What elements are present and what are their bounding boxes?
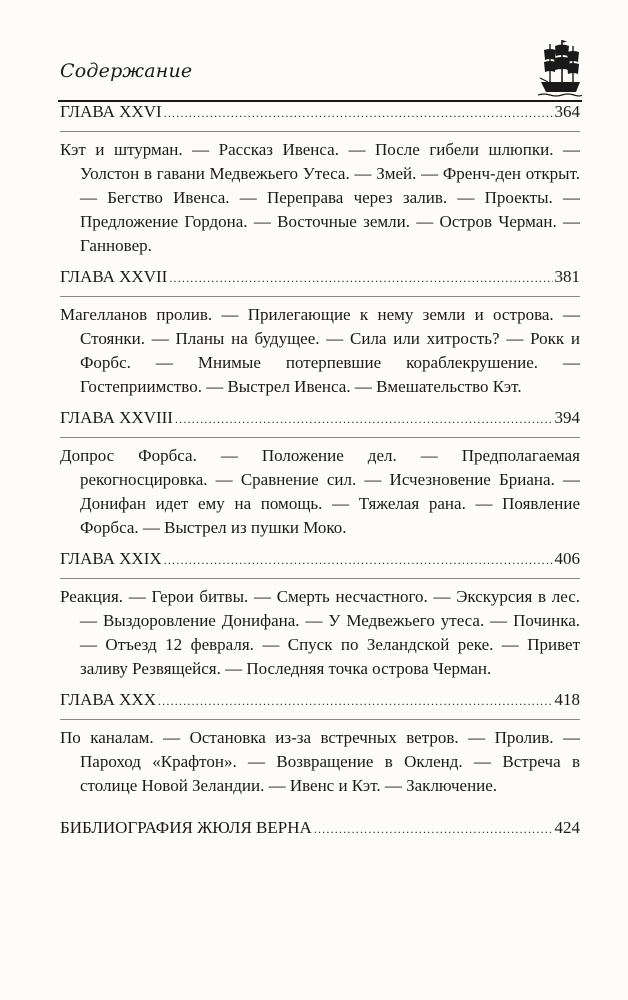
page-number: 424 (554, 818, 580, 837)
toc-entry (60, 688, 580, 713)
dot-leader (164, 548, 553, 572)
toc-entry (60, 547, 580, 572)
dot-leader (169, 266, 552, 290)
page-number: 381 (554, 267, 580, 286)
dot-leader (164, 101, 553, 125)
toc-chapter (60, 688, 580, 798)
chapter-summary: Допрос Форбса. — Положение дел. — Предполагаемая рекогносцировка. — Сравнение сил. — Исчезновение Бриана. — Донифан идет ему на помощь. — Тяжелая рана. — Появление Форбса. — Выстрел из пушки Моко. (60, 446, 580, 537)
divider (60, 719, 580, 720)
dot-leader (158, 689, 553, 713)
bibliography-entry (60, 816, 580, 841)
divider (60, 131, 580, 132)
page-title: Содержание (60, 60, 193, 82)
toc-entry (60, 265, 580, 290)
page-number: 406 (554, 549, 580, 568)
divider (60, 296, 580, 297)
ship-icon (538, 38, 582, 100)
page-number: 364 (554, 102, 580, 121)
chapter-title: ГЛАВА XXVI (60, 102, 162, 121)
toc-chapter (60, 100, 580, 258)
dot-leader (314, 817, 553, 841)
page-number: 394 (554, 408, 580, 427)
toc-entry (60, 406, 580, 431)
chapter-title: ГЛАВА XXIX (60, 549, 162, 568)
toc-entry (60, 100, 580, 125)
divider (60, 578, 580, 579)
toc-chapter (60, 265, 580, 399)
chapter-summary: Кэт и штурман. — Рассказ Ивенса. — После гибели шлюпки. — Уолстон в гавани Медвежьего Утеса. — Змей. — Френч-ден открыт. — Бегство Ивенса. — Переправа через залив. — Проекты. — Предложение Гордона. — Восточные земли. — Остров Черман. — Ганновер. (60, 140, 580, 255)
chapter-summary: Реакция. — Герои битвы. — Смерть несчастного. — Экскурсия в лес. — Выздоровление Донифана. — У Медвежьего утеса. — Починка. — Отъезд 12 февраля. — Спуск по Зеландской реке. — Привет заливу Резвящейся. — Последняя точка острова Черман. (60, 587, 580, 678)
chapter-title: ГЛАВА XXX (60, 690, 156, 709)
divider (60, 437, 580, 438)
toc-chapter (60, 547, 580, 681)
chapter-title: ГЛАВА XXVII (60, 267, 168, 286)
toc-chapter (60, 406, 580, 540)
toc (60, 100, 580, 841)
page-header (58, 38, 582, 104)
chapter-title: ГЛАВА XXVIII (60, 408, 173, 427)
chapter-summary: По каналам. — Остановка из-за встречных ветров. — Пролив. — Пароход «Крафтон». — Возвращение в Окленд. — Встреча в столице Новой Зеландии. — Ивенс и Кэт. — Заключение. (60, 728, 580, 795)
page-number: 418 (554, 690, 580, 709)
bibliography-title: БИБЛИОГРАФИЯ ЖЮЛЯ ВЕРНА (60, 818, 312, 837)
dot-leader (175, 407, 553, 431)
chapter-summary: Магелланов пролив. — Прилегающие к нему земли и острова. — Стоянки. — Планы на будущее. — Сила или хитрость? — Рокк и Форбс. — Мнимые потерпевшие кораблекрушение. — Гостеприимство. — Выстрел Ивенса. — Вмешательство Кэт. (60, 305, 580, 396)
